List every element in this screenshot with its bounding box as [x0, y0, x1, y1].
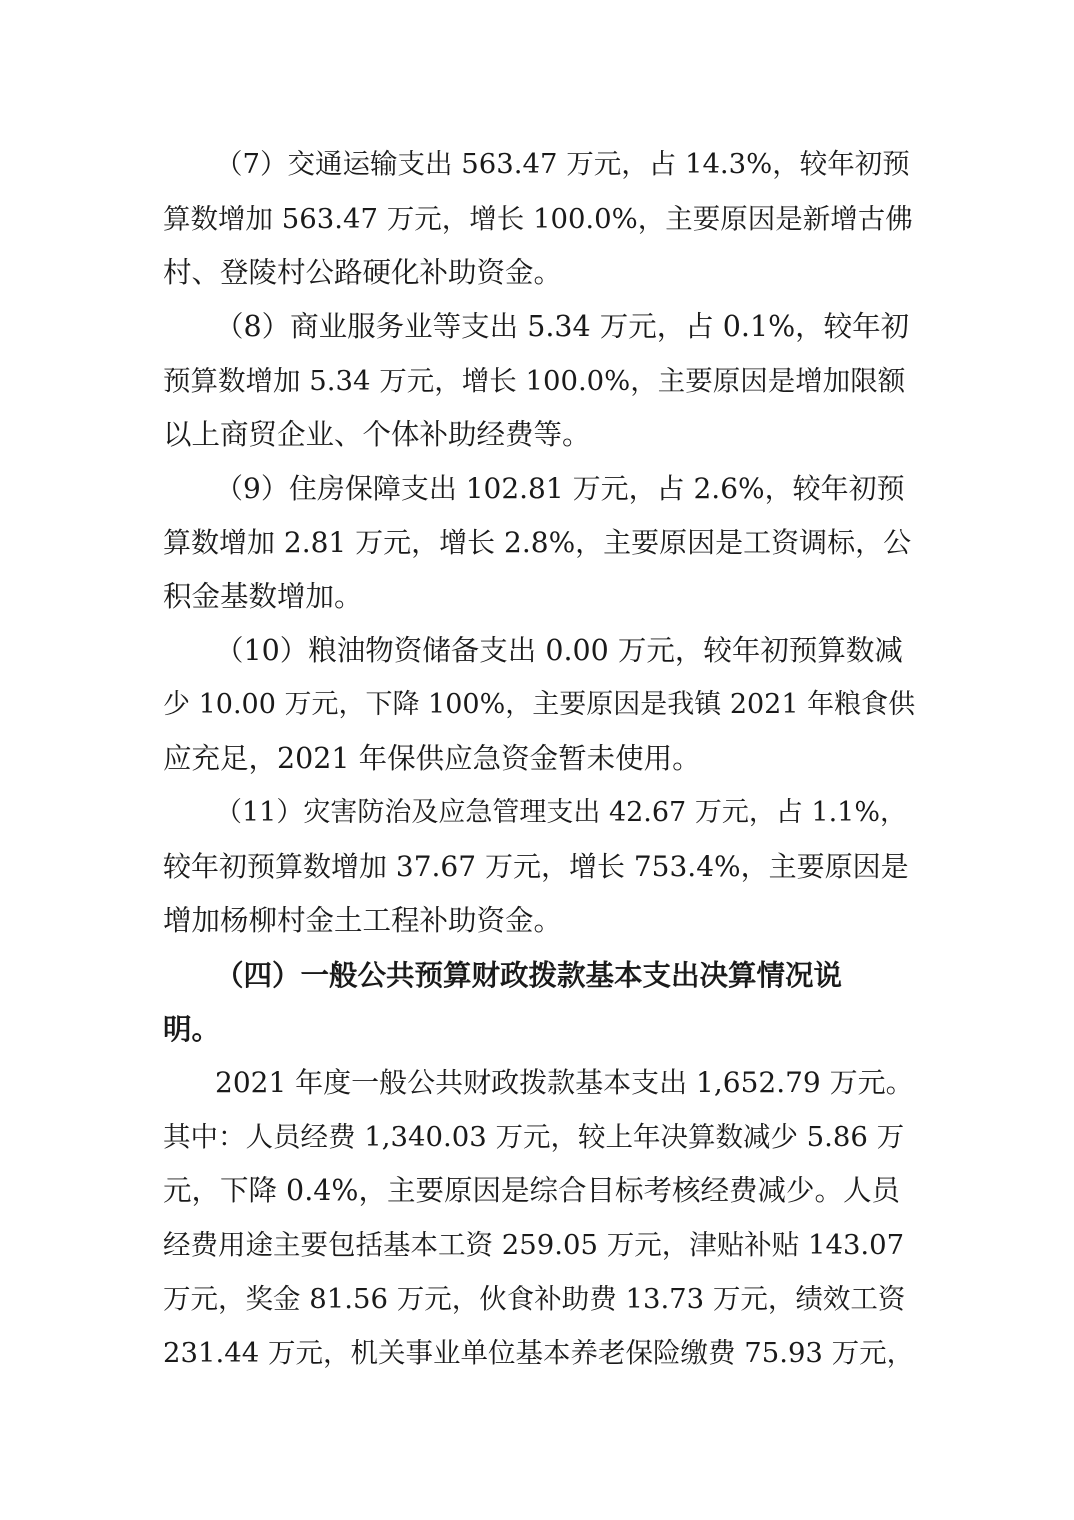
paragraph-7-line-2: 算数增加 563.47 万元，增长 100.0%，主要原因是新增古佛 [163, 203, 913, 235]
basic-expenditure-line-6: 231.44 万元，机关事业单位基本养老保险缴费 75.93 万元， [163, 1337, 915, 1369]
section-heading-line-1: （四）一般公共预算财政拨款基本支出决算情况说 [215, 958, 843, 992]
paragraph-9-line-2: 算数增加 2.81 万元，增长 2.8%，主要原因是工资调标，公 [163, 526, 912, 559]
basic-expenditure-line-4: 经费用途主要包括基本工资 259.05 万元，津贴补贴 143.07 [163, 1229, 905, 1261]
paragraph-11-line-1: （11）灾害防治及应急管理支出 42.67 万元，占 1.1%， [215, 797, 907, 828]
paragraph-7-line-1: （7）交通运输支出 563.47 万元，占 14.3%，较年初预 [215, 148, 910, 180]
paragraph-10-line-3: 应充足，2021 年保供应急资金暂未使用。 [163, 742, 701, 775]
paragraph-7-line-3: 村、登陵村公路硬化补助资金。 [163, 256, 563, 289]
basic-expenditure-line-5: 万元，奖金 81.56 万元，伙食补助费 13.73 万元，绩效工资 [163, 1283, 906, 1315]
paragraph-10-line-2: 少 10.00 万元，下降 100%，主要原因是我镇 2021 年粮食供 [163, 689, 916, 720]
section-heading-line-2: 明。 [163, 1012, 221, 1046]
paragraph-11-line-3: 增加杨柳村金土工程补助资金。 [163, 904, 563, 937]
paragraph-10-line-1: （10）粮油物资储备支出 0.00 万元，较年初预算数减 [215, 634, 903, 667]
basic-expenditure-line-2: 其中：人员经费 1,340.03 万元，较上年决算数减少 5.86 万 [163, 1121, 905, 1153]
paragraph-9-line-1: （9）住房保障支出 102.81 万元，占 2.6%，较年初预 [215, 472, 905, 505]
basic-expenditure-line-3: 元，下降 0.4%，主要原因是综合目标考核经费减少。人员 [163, 1174, 900, 1207]
paragraph-8-line-1: （8）商业服务业等支出 5.34 万元，占 0.1%，较年初 [215, 310, 910, 343]
basic-expenditure-line-1: 2021 年度一般公共财政拨款基本支出 1,652.79 万元。 [215, 1066, 914, 1099]
paragraph-11-line-2: 较年初预算数增加 37.67 万元，增长 753.4%，主要原因是 [163, 850, 909, 883]
paragraph-8-line-3: 以上商贸企业、个体补助经费等。 [163, 418, 591, 451]
paragraph-9-line-3: 积金基数增加。 [163, 580, 363, 613]
paragraph-8-line-2: 预算数增加 5.34 万元，增长 100.0%，主要原因是增加限额 [163, 365, 906, 397]
